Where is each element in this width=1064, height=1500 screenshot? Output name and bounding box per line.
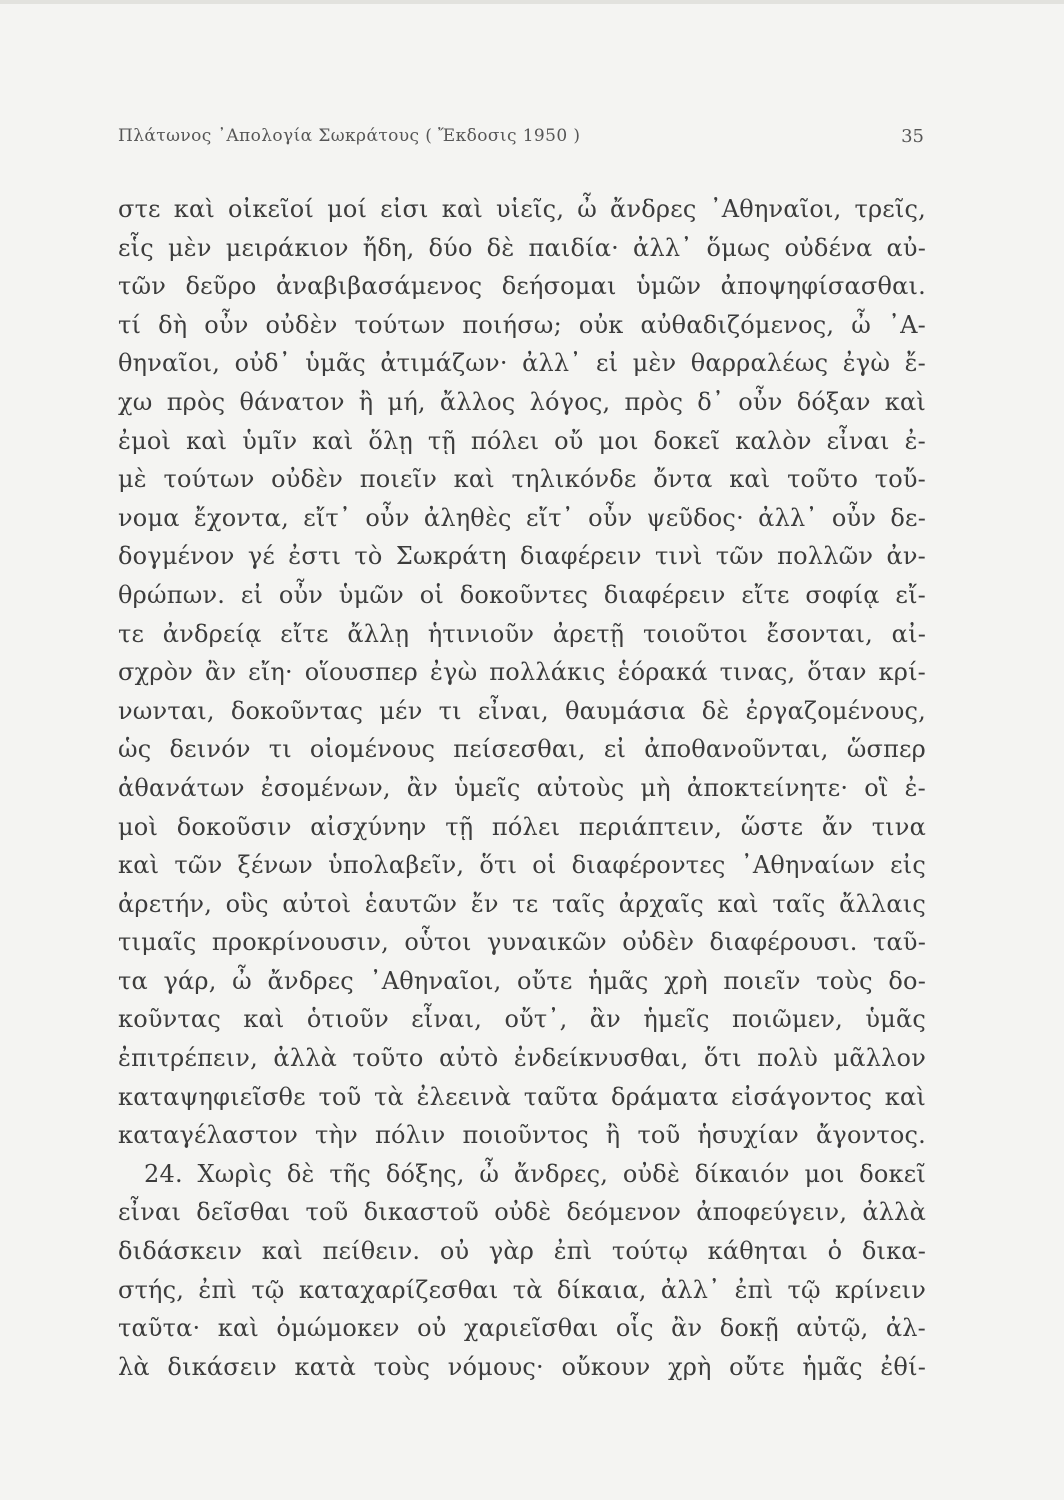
- text-line: εἶναι δεῖσθαι τοῦ δικαστοῦ οὐδὲ δεόμενον ἀποφεύγειν, ἀλλὰ: [118, 1198, 926, 1227]
- text-line: κοῦντας καὶ ὁτιοῦν εἶναι, οὔτ᾿, ἂν ἡμεῖς ποιῶμεν, ὑμᾶς: [118, 1005, 926, 1034]
- text-line: νομα ἔχοντα, εἴτ᾿ οὖν ἀληθὲς εἴτ᾿ οὖν ψεῦδος· ἀλλ᾿ οὖν δε-: [118, 503, 926, 532]
- text-line: λὰ δικάσειν κατὰ τοὺς νόμους· οὔκουν χρὴ οὔτε ἡμᾶς ἐθί-: [118, 1352, 926, 1381]
- page-number: 35: [901, 126, 924, 147]
- text-line: θηναῖοι, οὐδ᾿ ὑμᾶς ἀτιμάζων· ἀλλ᾿ εἰ μὲν θαρραλέως ἐγὼ ἔ-: [118, 349, 926, 378]
- text-line: τε ἀνδρείᾳ εἴτε ἄλλῃ ἡτινιοῦν ἀρετῇ τοιοῦτοι ἔσονται, αἰ-: [118, 619, 926, 648]
- text-line: ἐπιτρέπειν, ἀλλὰ τοῦτο αὐτὸ ἐνδείκνυσθαι, ὅτι πολὺ μᾶλλον: [118, 1044, 926, 1073]
- text-line: σχρὸν ἂν εἴη· οἵουσπερ ἐγὼ πολλάκις ἑόρακά τινας, ὅταν κρί-: [118, 658, 926, 687]
- page-header: [118, 126, 924, 156]
- text-line: στής, ἐπὶ τῷ καταχαρίζεσθαι τὰ δίκαια, ἀλλ᾿ ἐπὶ τῷ κρίνειν: [118, 1275, 926, 1304]
- text-line: ταῦτα· καὶ ὀμώμοκεν οὐ χαριεῖσθαι οἷς ἂν δοκῇ αὐτῷ, ἀλ-: [118, 1314, 926, 1343]
- text-line: χω πρὸς θάνατον ἢ μή, ἄλλος λόγος, πρὸς δ᾿ οὖν δόξαν καὶ: [118, 387, 926, 416]
- text-line: τα γάρ, ὦ ἄνδρες ᾿Αθηναῖοι, οὔτε ἡμᾶς χρὴ ποιεῖν τοὺς δο-: [118, 966, 926, 995]
- text-line: δογμένον γέ ἐστι τὸ Σωκράτη διαφέρειν τινὶ τῶν πολλῶν ἀν-: [118, 542, 926, 571]
- text-line: θρώπων. εἰ οὖν ὑμῶν οἱ δοκοῦντες διαφέρειν εἴτε σοφίᾳ εἴ-: [118, 580, 926, 609]
- text-line: καταψηφιεῖσθε τοῦ τὰ ἐλεεινὰ ταῦτα δράματα εἰσάγοντος καὶ: [118, 1082, 926, 1111]
- text-line: ἀθανάτων ἐσομένων, ἂν ὑμεῖς αὐτοὺς μὴ ἀποκτείνητε· οἳ ἐ-: [118, 773, 926, 802]
- section-24-first-line: 24. Χωρὶς δὲ τῆς δόξης, ὦ ἄνδρες, οὐδὲ δίκαιόν μοι δοκεῖ: [144, 1159, 926, 1188]
- text-line: διδάσκειν καὶ πείθειν. οὐ γὰρ ἐπὶ τούτῳ κάθηται ὁ δικα-: [118, 1237, 926, 1266]
- text-line: μοὶ δοκοῦσιν αἰσχύνην τῇ πόλει περιάπτειν, ὥστε ἄν τινα: [118, 812, 926, 841]
- text-line: ὡς δεινόν τι οἰομένους πείσεσθαι, εἰ ἀποθανοῦνται, ὥσπερ: [118, 735, 926, 764]
- running-title: Πλάτωνος ᾿Απολογία Σωκράτους ( Ἔκδοσις 1950 ): [118, 126, 581, 146]
- text-line: ἀρετήν, οὓς αὐτοὶ ἑαυτῶν ἔν τε ταῖς ἀρχαῖς καὶ ταῖς ἄλλαις: [118, 889, 926, 918]
- text-line: καὶ τῶν ξένων ὑπολαβεῖν, ὅτι οἱ διαφέροντες ᾿Αθηναίων εἰς: [118, 851, 926, 880]
- text-line: τί δὴ οὖν οὐδὲν τούτων ποιήσω; οὐκ αὐθαδιζόμενος, ὦ ᾿Α-: [118, 310, 926, 339]
- top-edge-rule: [0, 0, 1064, 4]
- text-line: μὲ τούτων οὐδὲν ποιεῖν καὶ τηλικόνδε ὄντα καὶ τοῦτο τοὔ-: [118, 465, 926, 494]
- text-line: καταγέλαστον τὴν πόλιν ποιοῦντος ἢ τοῦ ἡσυχίαν ἄγοντος.: [118, 1121, 926, 1150]
- text-line: τῶν δεῦρο ἀναβιβασάμενος δεήσομαι ὑμῶν ἀποψηφίσασθαι.: [118, 272, 926, 301]
- text-line: εἷς μὲν μειράκιον ἤδη, δύο δὲ παιδία· ἀλλ᾿ ὅμως οὐδένα αὐ-: [118, 233, 926, 262]
- text-line: τιμαῖς προκρίνουσιν, οὗτοι γυναικῶν οὐδὲν διαφέρουσι. ταῦ-: [118, 928, 926, 957]
- text-line: νωνται, δοκοῦντας μέν τι εἶναι, θαυμάσια δὲ ἐργαζομένους,: [118, 696, 926, 725]
- body-text: [118, 190, 926, 1386]
- text-line: ἐμοὶ καὶ ὑμῖν καὶ ὅλῃ τῇ πόλει οὔ μοι δοκεῖ καλὸν εἶναι ἐ-: [118, 426, 926, 455]
- text-line: στε καὶ οἰκεῖοί μοί εἰσι καὶ υἱεῖς, ὦ ἄνδρες ᾿Αθηναῖοι, τρεῖς,: [118, 195, 926, 223]
